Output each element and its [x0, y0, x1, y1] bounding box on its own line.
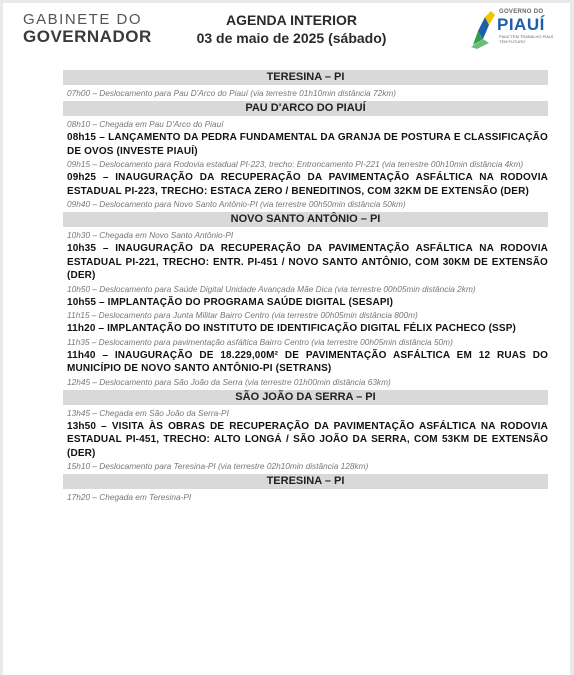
agenda-event: 11h20 – IMPLANTAÇÃO DO INSTITUTO DE IDENTIFICAÇÃO DIGITAL FÉLIX PACHECO (SSP) [67, 323, 516, 334]
agenda-event: 09h25 – INAUGURAÇÃO DA RECUPERAÇÃO DA PAVIMENTAÇÃO ASFÁLTICA NA RODOVIA ESTADUAL PI-223, TRECHO: ESTACA ZERO / BENEDITINOS, COM 32KM DE EXTENSÃO (DER) [67, 172, 548, 197]
agenda-travel-note: 12h45 – Deslocamento para São João da Serra (via terrestre 01h00min distância 63km) [67, 376, 391, 387]
agenda-event: 13h50 – VISITA ÀS OBRAS DE RECUPERAÇÃO DA PAVIMENTAÇÃO ASFÁLTICA NA RODOVIA ESTADUAL PI-451, TRECHO: ALTO LONGÁ / SÃO JOÃO DA SERRA, COM 53KM DE EXTENSÃO (DER) [67, 420, 548, 459]
brand-line-1: GABINETE DO [23, 11, 143, 28]
city-header: TERESINA – PI [63, 70, 548, 85]
agenda-travel-note: 17h20 – Chegada em Teresina-PI [67, 492, 192, 502]
governo-piaui-logo [469, 9, 561, 49]
agenda-travel-note: 08h10 – Chegada em Pau D'Arco do Piauí [67, 119, 224, 129]
brand-line-2: GOVERNADOR [23, 27, 152, 46]
agenda-event: 11h40 – INAUGURAÇÃO DE 18.229,00M² DE PAVIMENTAÇÃO ASFÁLTICA EM 12 RUAS DO MUNICÍPIO DE NOVO SANTO ANTÔNIO-PI (SETRANS) [67, 349, 548, 374]
city-header: SÃO JOÃO DA SERRA – PI [63, 390, 548, 405]
agenda-travel-note: 09h40 – Deslocamento para Novo Santo Antônio-PI (via terrestre 00h50min distância 50km) [67, 199, 406, 209]
piaui-map-icon [469, 9, 497, 49]
agenda-content [63, 68, 548, 504]
agenda-travel-note: 10h30 – Chegada em Novo Santo Antônio-PI [67, 230, 234, 240]
agenda-event: 08h15 – LANÇAMENTO DA PEDRA FUNDAMENTAL DA GRANJA DE POSTURA E CLASSIFICAÇÃO DE OVOS (INVESTE PIAUÍ) [67, 132, 548, 157]
agenda-travel-note: 07h00 – Deslocamento para Pau D'Arco do Piauí (via terrestre 01h10min distância 72km) [67, 88, 397, 98]
city-header: PAU D'ARCO DO PIAUÍ [63, 101, 548, 116]
logo-main-text: PIAUÍ [497, 15, 545, 34]
agenda-title: AGENDA INTERIOR [226, 12, 357, 28]
agenda-travel-note: 13h45 – Chegada em São João da Serra-PI [67, 407, 229, 418]
agenda-travel-note: 11h35 – Deslocamento para pavimentação asfáltica Bairro Centro (via terrestre 00h05min distância 50m) [67, 336, 453, 347]
agenda-event: 10h35 – INAUGURAÇÃO DA RECUPERAÇÃO DA PAVIMENTAÇÃO ASFÁLTICA NA RODOVIA ESTADUAL PI-221, TRECHO: ENTR. PI-451 / NOVO SANTO ANTÔNIO, COM 30KM DE EXTENSÃO (DER) [67, 243, 548, 281]
agenda-travel-note: 10h50 – Deslocamento para Saúde Digital Unidade Avançada Mãe Dica (via terrestre 00h05min distância 2km) [67, 283, 476, 294]
agenda-date: 03 de maio de 2025 (sábado) [196, 30, 387, 46]
agenda-travel-note: 09h15 – Deslocamento para Rodovia estadual PI-223, trecho: Entroncamento PI-221 (via terrestre 00h10min distância 4km) [67, 159, 524, 169]
logo-sub-text: PIAUÍ TEM TRABALHO PIAUÍ TEM FUTURO [499, 34, 554, 44]
page-header [3, 3, 570, 55]
agenda-travel-note: 11h15 – Deslocamento para Junta Militar Bairro Centro (via terrestre 00h05min distância 800m) [67, 310, 418, 320]
agenda-event: 10h55 – IMPLANTAÇÃO DO PROGRAMA SAÚDE DIGITAL (SESAPI) [67, 296, 394, 308]
agenda-page [3, 3, 570, 675]
city-header: NOVO SANTO ANTÔNIO – PI [63, 212, 548, 227]
agenda-travel-note: 15h10 – Deslocamento para Teresina-PI (via terrestre 02h10min distância 128km) [67, 461, 369, 471]
city-header: TERESINA – PI [63, 474, 548, 489]
logo-top-text: GOVERNO DO [499, 9, 544, 15]
